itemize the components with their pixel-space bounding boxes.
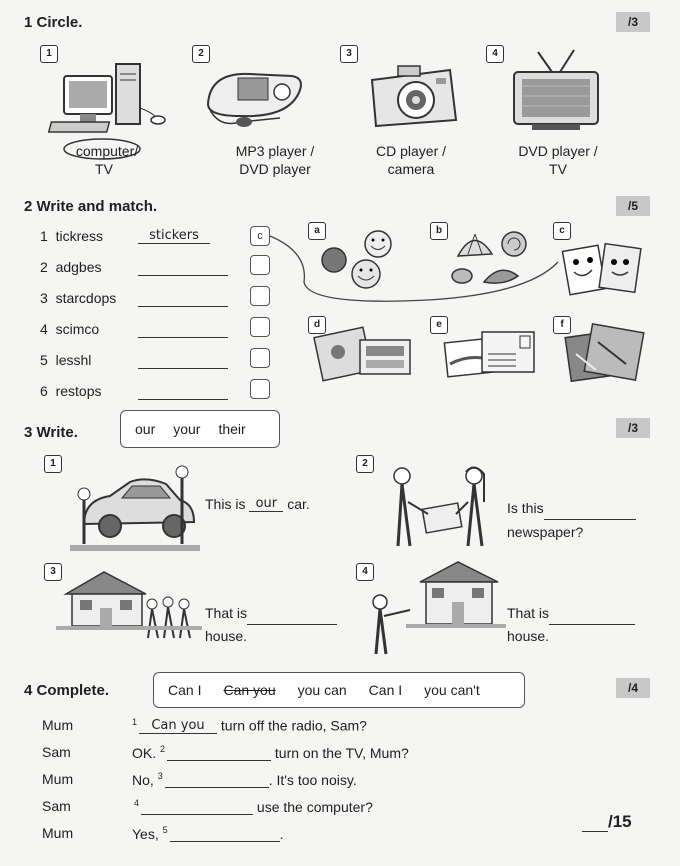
answer-line[interactable] [138, 352, 228, 369]
item-caption [356, 142, 466, 178]
stickers-icon [560, 238, 650, 298]
sentence-2: Is this newspaper? [507, 496, 636, 544]
speaker: Sam [42, 744, 71, 760]
pointing-boy-icon [366, 562, 506, 656]
section-3-score: /3 [616, 418, 650, 438]
match-box[interactable] [250, 286, 270, 306]
answer-line[interactable]: stickers [138, 228, 228, 244]
postcards-icon [442, 328, 538, 384]
shells-icon [448, 226, 538, 288]
dialogue-line: OK. $^2$ turn on the TV, Mum? [132, 744, 409, 761]
picture-letter: a [308, 222, 326, 240]
item-caption [498, 142, 618, 178]
word-option: you can't [424, 682, 480, 698]
match-row: 3 starcdops [40, 290, 117, 306]
total-score: /15 [582, 812, 632, 832]
scrambled-word: starcdops [55, 290, 117, 306]
dialogue-line: $^4$ use the computer? [134, 798, 373, 815]
answer-line[interactable] [170, 825, 280, 842]
section-4-score: /4 [616, 678, 650, 698]
item-number: 1 [44, 455, 62, 473]
item-number: 2 [356, 455, 374, 473]
answer-line[interactable] [247, 608, 337, 625]
newspaper-icon [380, 462, 504, 552]
scrambled-word: restops [55, 383, 102, 399]
dialogue-line: Yes, $^5$ . [132, 825, 284, 842]
dialogue-line: $^1$ Can you turn off the radio, Sam? [132, 717, 367, 734]
total-score-line[interactable] [582, 817, 608, 832]
item-number: 2 [192, 45, 210, 63]
sentence-1: This is our car. [205, 496, 310, 512]
option-2[interactable]: TV [549, 161, 567, 177]
word-option: our [135, 421, 156, 437]
scrambled-word: adgbes [55, 259, 102, 275]
answer-line[interactable] [138, 259, 228, 276]
scrambled-word: scimco [55, 321, 100, 337]
car-icon [70, 464, 200, 554]
word-box [153, 672, 525, 708]
option-1[interactable]: MP3 player / [235, 143, 315, 159]
item-caption [52, 142, 162, 178]
section-2-score: /5 [616, 196, 650, 216]
scrambled-word: lesshl [55, 352, 92, 368]
speaker: Mum [42, 771, 74, 787]
match-row: 5 lesshl [40, 352, 92, 368]
match-box[interactable] [250, 255, 270, 275]
word-option: Can I [368, 682, 403, 698]
option-2[interactable]: camera [387, 161, 435, 177]
item-number: 4 [486, 45, 504, 63]
answer-line[interactable] [138, 321, 228, 338]
match-row: 2 adgbes [40, 259, 102, 275]
picture-letter: f [553, 316, 571, 334]
word-option: your [173, 421, 201, 437]
dialogue-line: No, $^3$ . It's too noisy. [132, 771, 357, 788]
comics-icon [312, 324, 416, 382]
option-2[interactable]: DVD player [239, 161, 311, 177]
answer-line[interactable]: our [249, 496, 283, 512]
match-box[interactable] [250, 379, 270, 399]
option-2[interactable]: TV [95, 161, 113, 177]
answer-line[interactable] [544, 503, 636, 520]
option-1[interactable]: DVD player / [518, 143, 598, 159]
picture-letter: d [308, 316, 326, 334]
word-box [120, 410, 280, 448]
item-number: 3 [44, 563, 62, 581]
answer-line[interactable] [138, 290, 228, 307]
section-2-heading: 2 Write and match. [24, 198, 158, 215]
mp3-player-icon [200, 66, 310, 130]
option-1[interactable]: computer/ [75, 143, 139, 159]
word-option: their [218, 421, 246, 437]
camera-icon [362, 62, 462, 134]
answer-line[interactable] [138, 383, 228, 400]
answer-line[interactable] [167, 744, 271, 761]
word-option-used: Can you [223, 682, 276, 698]
speaker: Mum [42, 825, 74, 841]
match-row: 6 restops [40, 383, 102, 399]
sentence-3: That is house. [205, 602, 337, 648]
section-3-heading: 3 Write. [24, 424, 78, 441]
match-row: 4 scimco [40, 321, 100, 337]
match-row: 1 tickress [40, 228, 104, 244]
picture-letter: b [430, 222, 448, 240]
option-1[interactable]: CD player / [375, 143, 447, 159]
item-number: 4 [356, 563, 374, 581]
section-4-heading: 4 Complete. [24, 682, 110, 699]
sentence-4: That is house. [507, 602, 635, 648]
answer-line[interactable] [549, 608, 635, 625]
posters-icon [562, 324, 648, 384]
house-icon [56, 566, 202, 642]
badges-icon [318, 230, 408, 290]
word-option: you can [297, 682, 347, 698]
item-number: 1 [40, 45, 58, 63]
picture-letter: c [553, 222, 571, 240]
match-box[interactable] [250, 348, 270, 368]
section-1-heading: 1 Circle. [24, 14, 83, 31]
section-1-score: /3 [616, 12, 650, 32]
answer-line[interactable] [165, 771, 269, 788]
answer-line[interactable] [141, 798, 253, 815]
picture-letter: e [430, 316, 448, 334]
match-box[interactable]: c [250, 226, 270, 246]
answer-line[interactable]: Can you [139, 718, 217, 734]
word-option: Can I [168, 682, 202, 698]
computer-icon [56, 60, 176, 140]
scrambled-word: tickress [55, 228, 104, 244]
item-caption [215, 142, 335, 178]
speaker: Sam [42, 798, 71, 814]
tv-icon [508, 46, 608, 136]
item-number: 3 [340, 45, 358, 63]
speaker: Mum [42, 717, 74, 733]
match-box[interactable] [250, 317, 270, 337]
